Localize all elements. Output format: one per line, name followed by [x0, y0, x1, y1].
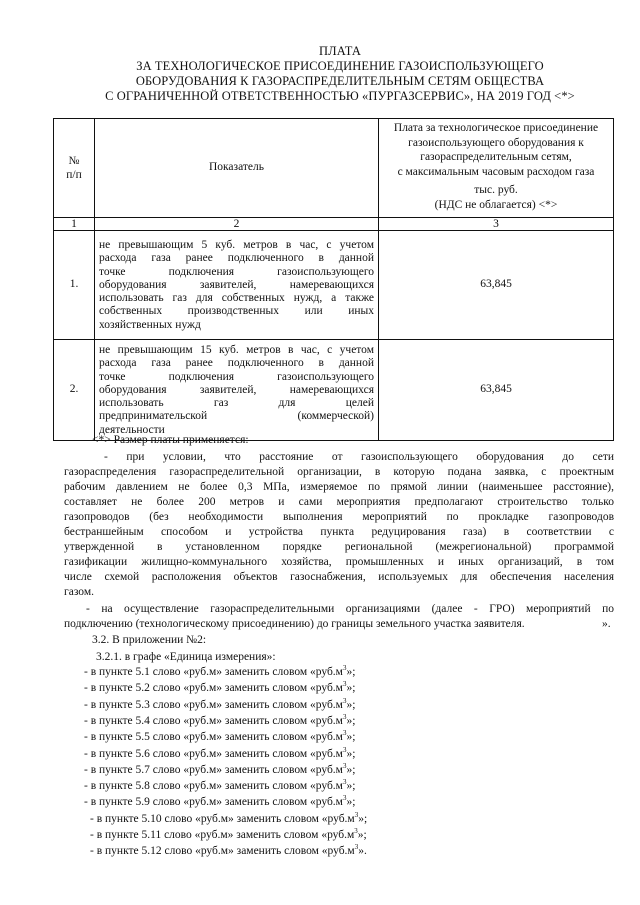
amendment-text: - в пункте 5.1 слово «руб.м» заменить словом «руб.м — [84, 666, 343, 678]
paragraph-line: составляет не более 200 метров и сами мероприятия предполагают строительство только — [64, 496, 614, 508]
paragraph-line: утвержденной в установленном порядке региональной (межрегиональной) программой — [64, 541, 614, 553]
amendment-suffix: »; — [346, 796, 356, 809]
amendment-suffix: ». — [358, 845, 367, 858]
amendment-suffix: »; — [346, 682, 356, 695]
cubic-superscript: 3 — [342, 712, 347, 721]
paragraph-line: бестраншейным способом и устройства пункта редуцирования газа) в соответствии с — [64, 526, 614, 538]
cubic-superscript: 3 — [354, 843, 359, 852]
title-line: ЗА ТЕХНОЛОГИЧЕСКОЕ ПРИСОЕДИНЕНИЕ ГАЗОИСПОЛЬЗУЮЩЕГО — [136, 59, 544, 73]
closing-quote: ». — [602, 618, 611, 630]
amendment-suffix: »; — [346, 714, 356, 727]
amendment-text: - в пункте 5.10 слово «руб.м» заменить словом «руб.м — [90, 812, 355, 825]
paragraph-line: подключению (технологическому присоединению) до границы земельного участка заявителя. — [64, 618, 525, 630]
document-title — [40, 44, 640, 104]
amendment-suffix: »; — [346, 731, 356, 744]
paragraph-line: числе схемой расположения объектов газоснабжения, используемых для обеспечения населения — [64, 571, 614, 583]
header-indicator-cell — [95, 119, 379, 218]
amendment-text: - в пункте 5.2 слово «руб.м» заменить словом «руб.м — [84, 682, 343, 695]
description-line: собственных производственных или иных — [99, 305, 374, 318]
section-heading: 3.2. В приложении №2: — [92, 634, 207, 646]
amendment-text: - в пункте 5.9 слово «руб.м» заменить словом «руб.м — [84, 796, 343, 809]
cubic-superscript: 3 — [342, 745, 347, 754]
row-number: 1. — [54, 231, 95, 340]
amendment-item — [84, 698, 355, 713]
cubic-superscript: 3 — [342, 664, 347, 672]
amendment-suffix: »; — [346, 780, 356, 793]
description-line: оборудования заявителей, намеревающихся — [99, 278, 374, 291]
note-paragraph-2 — [64, 602, 614, 632]
cubic-superscript: 3 — [354, 810, 359, 819]
note-intro: <*> Размер платы применяется: — [92, 434, 249, 446]
amendment-suffix: »; — [346, 666, 356, 678]
cubic-superscript: 3 — [342, 680, 347, 689]
cubic-superscript: 3 — [342, 794, 347, 803]
description-line: предпринимательской (коммерческой) — [99, 410, 374, 423]
table-header-row — [54, 119, 614, 218]
column-number: 1 — [54, 218, 95, 231]
header-number-cell — [54, 119, 95, 218]
description-line: не превышающим 15 куб. метров в час, с учетом — [99, 343, 374, 356]
description-line: использовать газ для собственных нужд, а также — [99, 292, 374, 305]
description-line: точке подключения газоиспользующего — [99, 265, 374, 278]
amendment-item — [84, 665, 355, 680]
amendment-text: - в пункте 5.6 слово «руб.м» заменить словом «руб.м — [84, 747, 343, 760]
column-number: 3 — [379, 218, 614, 231]
amendment-item — [84, 681, 355, 696]
paragraph-line: газификации жилищно-коммунального хозяйства, промышленных и иных организаций, в том — [64, 556, 614, 568]
description-line: использовать газ для целей — [99, 397, 374, 410]
header-number-abbr: п/п — [66, 169, 82, 181]
row-description — [95, 231, 379, 340]
cubic-superscript: 3 — [342, 778, 347, 787]
amendment-suffix: »; — [346, 698, 356, 711]
description-line: точке подключения газоиспользующего — [99, 370, 374, 383]
description-line: не превышающим 5 куб. метров в час, с учетом — [99, 238, 374, 251]
amendment-item — [84, 763, 355, 778]
paragraph-line: газом. — [64, 586, 94, 598]
table-row — [54, 340, 614, 441]
title-line: ОБОРУДОВАНИЯ К ГАЗОРАСПРЕДЕЛИТЕЛЬНЫМ СЕТЯМ ОБЩЕСТВА — [135, 74, 545, 88]
title-line: С ОГРАНИЧЕННОЙ ОТВЕТСТВЕННОСТЬЮ «ПУРГАЗСЕРВИС», НА 2019 ГОД <*> — [105, 89, 575, 103]
cubic-superscript: 3 — [342, 761, 347, 770]
header-fee-line: Плата за технологическое присоединение — [393, 122, 599, 134]
header-fee-line: газоиспользующего оборудования к — [408, 136, 584, 149]
amendment-item — [84, 779, 355, 794]
fee-table — [53, 118, 614, 441]
column-number-row — [54, 218, 614, 231]
header-fee-line: газораспределительным сетям, — [420, 151, 572, 163]
row-description — [95, 340, 379, 441]
amendment-text: - в пункте 5.3 слово «руб.м» заменить словом «руб.м — [84, 698, 343, 711]
header-fee-cell — [379, 119, 614, 218]
paragraph-line: рабочим давлением не более 0,3 МПа, измеряемое по прямой линии (наименьшее расстояние), — [64, 481, 614, 493]
amendment-item — [90, 828, 367, 843]
header-number-symbol: № — [68, 155, 80, 167]
header-fee-line: тыс. руб. — [474, 184, 518, 196]
row-fee-value: 63,845 — [379, 231, 614, 340]
amendment-text: - в пункте 5.8 слово «руб.м» заменить словом «руб.м — [84, 780, 343, 793]
description-line: оборудования заявителей, намеревающихся — [99, 383, 374, 396]
row-number: 2. — [54, 340, 95, 441]
description-line: деятельности — [99, 423, 165, 436]
cubic-superscript: 3 — [342, 729, 347, 738]
note-paragraph-1 — [64, 450, 614, 600]
subsection-heading: 3.2.1. в графе «Единица измерения»: — [96, 651, 276, 663]
description-line: расхода газа ранее подключенного в данной — [99, 252, 374, 265]
amendment-item — [90, 844, 367, 859]
amendment-suffix: »; — [358, 812, 368, 825]
amendment-text: - в пункте 5.4 слово «руб.м» заменить словом «руб.м — [84, 714, 343, 727]
paragraph-line: газораспределения газораспределительной организации, в которую подана заявка, с проектным — [64, 466, 614, 478]
amendment-item — [84, 730, 355, 745]
amendment-suffix: »; — [346, 763, 356, 776]
amendment-text: - в пункте 5.7 слово «руб.м» заменить словом «руб.м — [84, 763, 343, 776]
amendment-item — [84, 747, 355, 762]
header-indicator-label: Показатель — [208, 161, 265, 174]
description-line: хозяйственных нужд — [99, 318, 201, 331]
table-row — [54, 231, 614, 340]
amendment-text: - в пункте 5.11 слово «руб.м» заменить словом «руб.м — [90, 829, 355, 841]
title-line: ПЛАТА — [319, 44, 361, 58]
amendment-suffix: »; — [346, 747, 356, 760]
column-number: 2 — [95, 218, 379, 231]
cubic-superscript: 3 — [354, 827, 358, 835]
header-fee-line: (НДС не облагается) <*> — [434, 198, 558, 211]
paragraph-line: - при условии, что расстояние от газоиспользующего оборудования до сети — [104, 451, 614, 463]
amendment-item — [84, 795, 355, 810]
amendment-text: - в пункте 5.12 слово «руб.м» заменить словом «руб.м — [90, 845, 355, 858]
amendment-suffix: »; — [357, 829, 367, 841]
description-line: расхода газа ранее подключенного в данной — [99, 357, 374, 370]
amendment-item — [84, 714, 355, 729]
paragraph-line: газопроводов (без необходимости выполнения мероприятий по прокладке газопроводов — [64, 511, 614, 523]
cubic-superscript: 3 — [342, 696, 347, 705]
amendment-text: - в пункте 5.5 слово «руб.м» заменить словом «руб.м — [84, 731, 343, 744]
paragraph-line: - на осуществление газораспределительными организациями (далее - ГРО) мероприятий по — [86, 603, 614, 615]
amendment-item — [90, 812, 367, 827]
row-fee-value: 63,845 — [379, 340, 614, 441]
header-fee-line: с максимальным часовым расходом газа — [397, 165, 595, 178]
